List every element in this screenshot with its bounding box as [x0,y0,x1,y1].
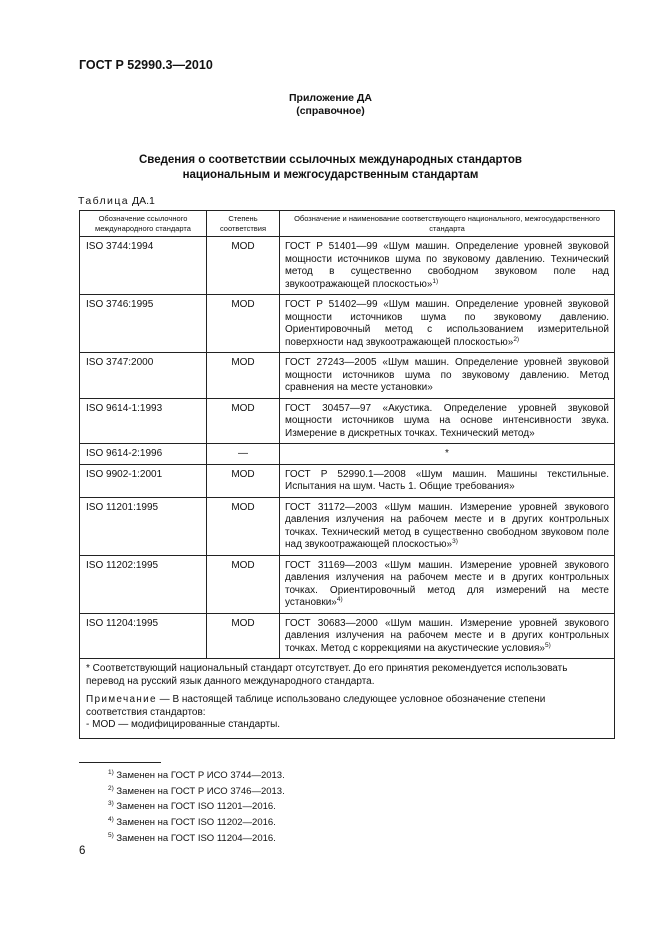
table-row [80,613,615,659]
international-standard-cell: ISO 11204:1995 [80,613,207,659]
footnote-item [108,815,285,831]
note-text: — В настоящей таблице использовано следующее условное обозначение степени соответствия стандартов: [86,694,546,718]
footnotes-list [108,768,285,847]
footnote-marker: 4) [336,596,343,603]
footnote-marker: 5) [545,641,551,649]
degree-cell: MOD [207,237,280,295]
table-notes-row [80,659,615,739]
table-row [80,398,615,444]
degree-cell: MOD [207,353,280,399]
page-number: 6 [79,845,86,857]
national-standard-text: ГОСТ 27243—2005 «Шум машин. Определение уровней звуковой мощности источников шума по звуковому давлению. Метод сравнения на месте установки» [285,357,609,393]
footnote-mark: 3) [108,800,114,808]
footnote-item [108,799,285,815]
footnote-text: Заменен на ГОСТ ISO 11204—2016. [116,832,276,844]
header-international-standard: Обозначение ссылочного международного стандарта [80,211,207,237]
footnote-mark: 4) [108,816,114,824]
footnote-mark: 1) [108,769,114,776]
international-standard-cell: ISO 9614-1:1993 [80,398,207,444]
footnote-marker: 3) [452,538,458,545]
national-standard-cell [280,237,615,295]
correspondence-table [79,210,615,739]
footnote-marker: 1) [432,277,439,285]
international-standard-cell: ISO 9614-2:1996 [80,444,207,465]
table-notes-cell [80,659,615,739]
table-row [80,464,615,497]
national-standard-text: ГОСТ 30683—2000 «Шум машин. Измерение уровней звукового давления излучения на рабочем месте и в других контрольных точках. Метод с коррекциями на акустические условия» [285,617,609,654]
footnote-item [108,831,285,847]
international-standard-cell: ISO 3746:1995 [80,295,207,353]
national-standard-cell [280,353,615,399]
national-standard-cell [280,613,615,659]
footnote-text: Заменен на ГОСТ ISO 11202—2016. [116,817,276,829]
table-label [78,195,155,207]
footnote-separator [79,762,161,763]
degree-cell: MOD [207,398,280,444]
national-standard-text: ГОСТ 31169—2003 «Шум машин. Измерение уровней звукового давления излучения на рабочем месте и в других контрольных точках. Ориентировочный метод для измерений на месте установки» [285,559,609,608]
footnote-text: Заменен на ГОСТ ISO 11201—2016. [116,801,276,813]
footnote-item [108,784,285,800]
standard-code: ГОСТ Р 52990.3—2010 [79,58,213,72]
document-title-line-2: национальным и межгосударственным стандартам [182,169,479,181]
table-header-row [80,211,615,237]
footnote-mark: 5) [108,831,114,839]
degree-cell: MOD [207,497,280,555]
international-standard-cell: ISO 11202:1995 [80,555,207,613]
annex-subtitle: (справочное) [296,105,365,117]
table-row [80,497,615,555]
national-standard-cell [280,398,615,444]
degree-cell: MOD [207,295,280,353]
footnote-item [108,768,285,784]
degree-cell: MOD [207,613,280,659]
asterisk-note: * Соответствующий национальный стандарт отсутствует. До его принятия рекомендуется использовать перевод на русский язык данного международного стандарта. [86,663,568,687]
international-standard-cell: ISO 9902-1:2001 [80,464,207,497]
footnote-text: Заменен на ГОСТ Р ИСО 3746—2013. [116,785,285,797]
footnote-marker: 2) [513,335,520,343]
header-national-standard: Обозначение и наименование соответствующего национального, межгосударственного стандарта [280,211,615,237]
national-standard-text: ГОСТ 31172—2003 «Шум машин. Измерение уровней звукового давления излучения на рабочем месте и в других контрольных точках. Технический метод в существенно свободном звуковом поле над звукоотражающей плоскостью» [285,501,609,550]
international-standard-cell: ISO 3744:1994 [80,237,207,295]
table-label-number: ДА.1 [131,195,155,207]
national-standard-text: ГОСТ Р 51401—99 «Шум машин. Определение уровней звуковой мощности источников шума по звуковому давлению. Технический метод в существенно свободном звуковом поле над звукоотражающей плоскостью» [285,241,609,290]
international-standard-cell: ISO 11201:1995 [80,497,207,555]
national-standard-text: ГОСТ Р 51402—99 «Шум машин. Определение уровней звуковой мощности источников шума по звуковому давлению. Ориентировочный метод с использованием измерительной поверхности над звукоотражающей плоскостью» [285,299,609,348]
table-row [80,444,615,465]
degree-cell: MOD [207,555,280,613]
degree-cell: — [207,444,280,465]
asterisk-marker: * [445,448,449,459]
national-standard-cell [280,464,615,497]
national-standard-cell [280,295,615,353]
document-title-line-1: Сведения о соответствии ссылочных международных стандартов [138,154,522,166]
national-standard-cell [280,555,615,613]
table-label-word: Таблица [78,195,129,207]
table-note [86,694,608,732]
header-degree-of-correspondence: Степень соответствия [207,211,280,237]
note-item: - MOD — модифицированные стандарты. [86,719,281,730]
international-standard-cell: ISO 3747:2000 [80,353,207,399]
footnote-mark: 2) [108,784,114,792]
annex-title: Приложение ДА [289,92,372,104]
national-standard-cell [280,444,615,465]
degree-cell: MOD [207,464,280,497]
national-standard-text: ГОСТ 30457—97 «Акустика. Определение уровней звуковой мощности источников шума на основе интенсивности звука. Измерение в дискретных точках. Технический метод» [285,402,609,439]
table-row [80,295,615,353]
national-standard-text: ГОСТ Р 52990.1—2008 «Шум машин. Машины текстильные. Испытания на шум. Часть 1. Общие требования» [285,468,609,492]
table-row [80,237,615,295]
table-row [80,555,615,613]
table-row [80,353,615,399]
national-standard-cell [280,497,615,555]
footnote-text: Заменен на ГОСТ Р ИСО 3744—2013. [116,770,285,781]
note-word: Примечание [86,694,157,705]
